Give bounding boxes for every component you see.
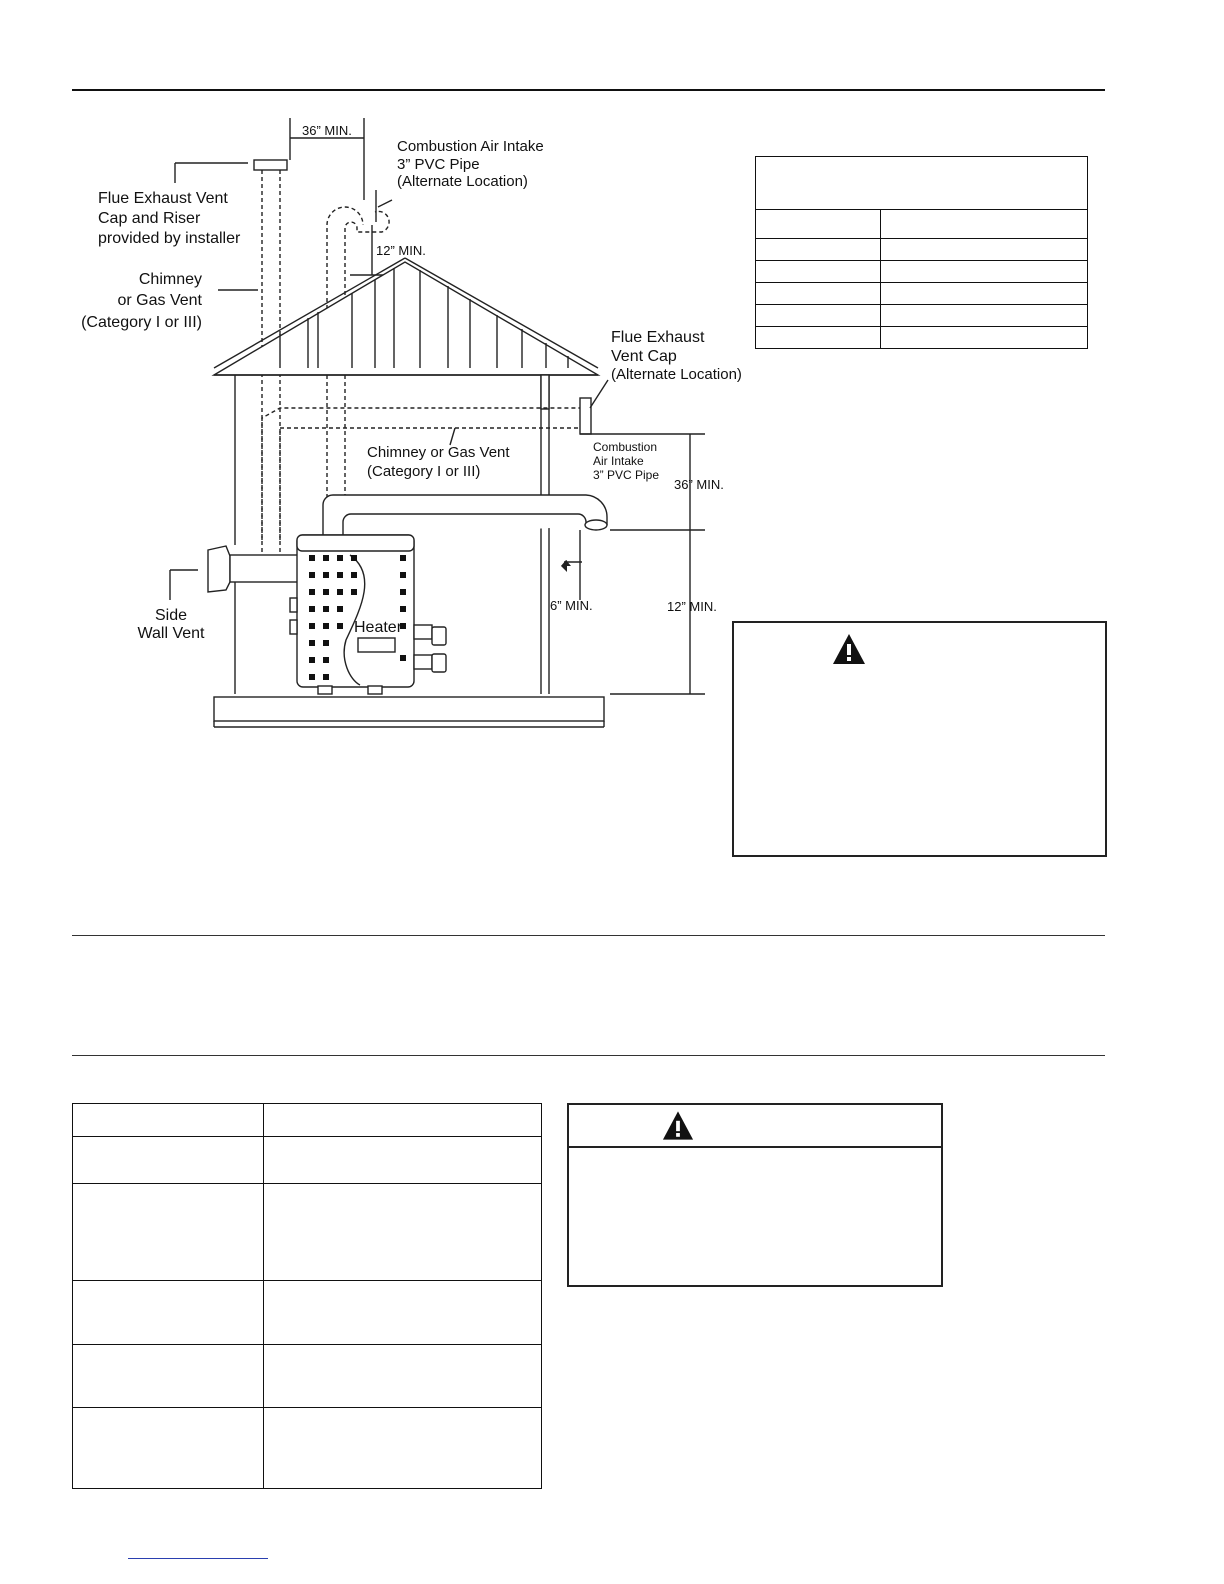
flue-riser-label-2: Cap and Riser <box>98 210 201 227</box>
combustion-air-label-1: Combustion <box>593 440 658 454</box>
leader-combustion-alt <box>378 200 392 207</box>
dim-12-roof-label: 12” MIN. <box>376 243 426 258</box>
heater-label: Heater <box>354 619 403 636</box>
flue-alt-label-2: Vent Cap <box>611 348 677 365</box>
combustion-air-label-2: Air Intake <box>593 454 644 468</box>
combustion-air-alt-label-2: 3” PVC Pipe <box>397 156 480 173</box>
table-row <box>756 327 1088 349</box>
clearance-table <box>755 156 1088 349</box>
dim-6-label: 6” MIN. <box>550 598 593 613</box>
warning-box <box>732 621 1107 857</box>
table-row <box>756 305 1088 327</box>
dim-36-right-label: 36” MIN. <box>674 477 724 492</box>
section-rule-2 <box>72 1055 1105 1056</box>
combustion-air-label-3: 3” PVC Pipe <box>593 468 660 482</box>
warning-icon <box>662 1110 694 1141</box>
bottom-table <box>72 1103 542 1489</box>
intake-alt-inner <box>345 211 389 540</box>
table-row <box>756 239 1088 261</box>
table-header-row <box>756 157 1088 210</box>
table-row <box>756 261 1088 283</box>
combustion-air-alt-label-1: Combustion Air Intake <box>397 138 544 155</box>
warning-icon <box>832 633 866 665</box>
flue-riser-label-1: Flue Exhaust Vent <box>98 190 228 207</box>
combustion-air-alt-label-3: (Alternate Location) <box>397 173 528 190</box>
floor-slab <box>214 697 604 721</box>
chimney-left-label-3: (Category I or III) <box>81 314 202 331</box>
chimney-left-label-2: or Gas Vent <box>117 292 202 309</box>
side-wall-label-1: Side <box>154 607 188 624</box>
bottom-warning-box <box>567 1103 943 1287</box>
chimney-mid-label-1: Chimney or Gas Vent <box>367 444 510 461</box>
chimney-mid-label-2: (Category I or III) <box>367 463 481 480</box>
alt-flue-cap <box>580 398 591 434</box>
leader-flue-alt <box>590 380 608 408</box>
chimney-left-label-1: Chimney <box>138 271 202 288</box>
side-wall-vent <box>208 546 230 592</box>
flue-cap <box>254 160 287 170</box>
table-row <box>756 210 1088 239</box>
heater-display <box>358 638 395 652</box>
table-row <box>73 1281 542 1345</box>
table-header-row <box>73 1104 542 1137</box>
table-row <box>73 1345 542 1408</box>
footer-link-underline[interactable] <box>128 1558 268 1559</box>
section-rule-1 <box>72 935 1105 936</box>
flue-alt-label-1: Flue Exhaust <box>611 329 705 346</box>
side-wall-label-2: Wall Vent <box>137 625 205 642</box>
flue-riser-label-3: provided by installer <box>98 230 241 247</box>
table-row <box>73 1184 542 1281</box>
table-row <box>756 283 1088 305</box>
bottom-warning-divider <box>569 1146 941 1148</box>
dim-36-top-label: 36” MIN. <box>302 123 352 138</box>
flue-alt-label-3: (Alternate Location) <box>611 366 742 383</box>
roof <box>214 262 598 375</box>
table-row <box>73 1408 542 1489</box>
dim-12-right-label: 12” MIN. <box>667 599 717 614</box>
table-row <box>73 1137 542 1184</box>
